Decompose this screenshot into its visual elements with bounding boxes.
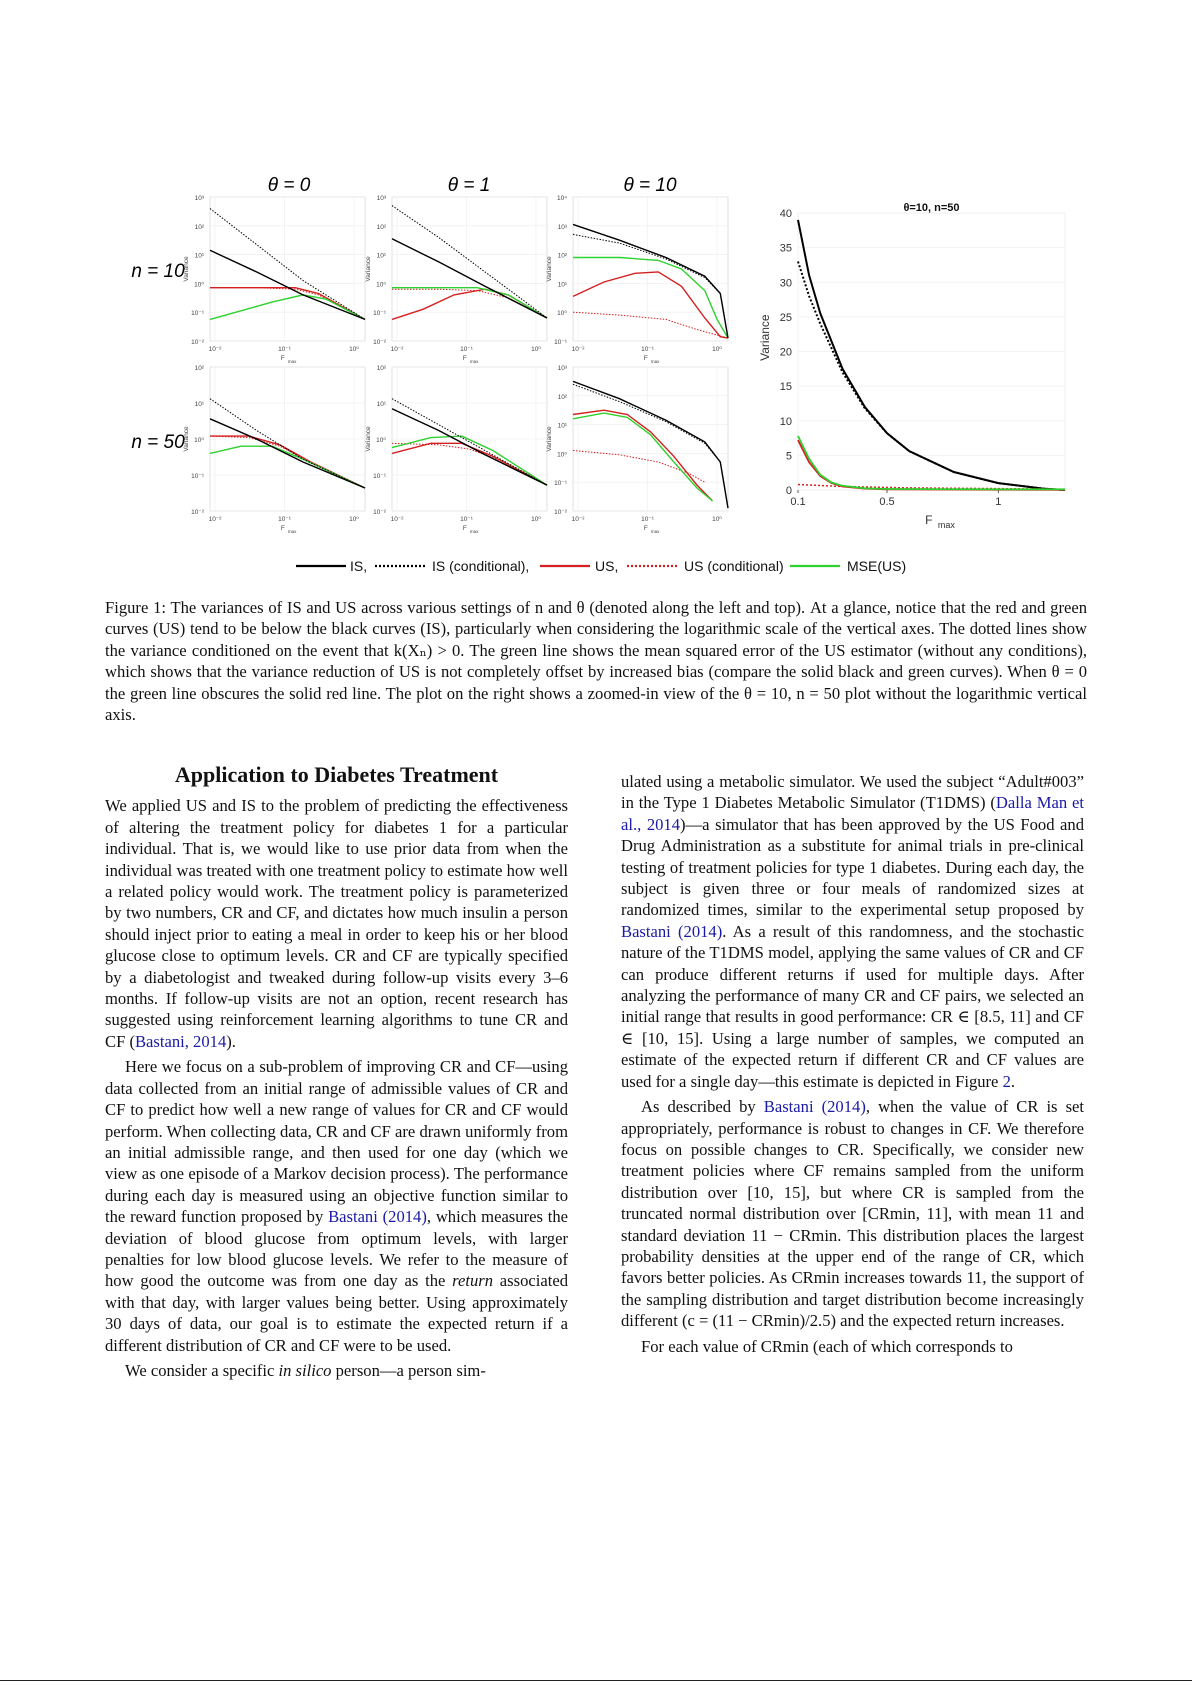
y-tick-label: 10³	[194, 195, 204, 202]
y-tick-label: 10⁰	[557, 451, 567, 459]
x-tick-label: 10⁰	[349, 346, 359, 353]
x-tick-label: 10⁻¹	[278, 346, 291, 353]
x-tick-label: 10⁰	[349, 516, 359, 523]
x-tick-label: 10⁻¹	[641, 516, 654, 523]
y-tick-label: 10⁴	[556, 195, 567, 202]
legend-label: US (conditional)	[684, 558, 784, 574]
x-tick-label: 10⁻²	[208, 516, 222, 523]
x-tick-label: 10⁻²	[208, 346, 222, 353]
y-tick-label: 10¹	[557, 422, 567, 430]
x-axis-label: F	[280, 525, 285, 532]
y-tick-label: 30	[779, 277, 792, 290]
x-tick-label: 0.5	[879, 496, 895, 508]
big-x-axis-label: F	[925, 513, 933, 527]
y-tick-label: 10⁻¹	[373, 473, 386, 480]
y-tick-label: 10⁻²	[373, 339, 386, 346]
x-axis-label-sub: max	[287, 529, 297, 534]
y-tick-label: 35	[779, 242, 792, 255]
column-header: θ = 1	[447, 175, 491, 196]
paragraph: We applied US and IS to the problem of predicting the effectiveness of altering the treatment policy for diabetes 1 for a particular individual. That is, we would like to use prior data from when the individual was treated with one treatment policy to estimate how well a related policy would work. The treatment policy is parameterized by two numbers, CR and CF, and dictates how much insulin a person should inject prior to eating a meal in order to keep his or her blood glucose close to optimum levels. CR and CF are typically specified by a diabetologist and tweaked during follow-up visits every 3–6 months. If follow-up visits are not an option, recent research has suggested using reinforcement learning algorithms to tune CR and CF (Bastani, 2014).	[105, 796, 568, 1051]
x-axis-label-sub: max	[469, 529, 479, 534]
y-tick-label: 10⁰	[194, 281, 204, 289]
y-tick-label: 10³	[376, 195, 386, 202]
y-tick-label: 10⁰	[557, 310, 567, 318]
small-plot-r1c2	[546, 365, 728, 534]
citation-link[interactable]: Bastani (2014)	[328, 1207, 427, 1227]
y-tick-label: 10¹	[376, 252, 386, 260]
x-axis-label: F	[643, 525, 648, 532]
legend-label: IS (conditional),	[432, 558, 530, 574]
x-axis-label: F	[643, 355, 648, 362]
x-tick-label: 10⁰	[712, 516, 722, 523]
y-tick-label: 10²	[194, 223, 204, 231]
y-tick-label: 0	[785, 485, 792, 497]
y-tick-label: 40	[779, 208, 792, 220]
y-axis-label: Variance	[365, 426, 372, 452]
legend-label: MSE(US)	[847, 558, 907, 574]
y-tick-label: 10⁻¹	[554, 480, 567, 488]
y-tick-label: 10⁻²	[191, 509, 204, 516]
x-tick-label: 10⁻¹	[278, 516, 291, 523]
y-tick-label: 10³	[557, 365, 567, 372]
paragraph: As described by Bastani (2014), when the value of CR is set appropriately, performance is robust to changes in CF. We therefore focus on possible changes to CR. Specifically, we consider new treatment policies where CF remains sampled from the uniform distribution over [10, 15], but where CR is sampled from the truncated normal distribution over [CRmin, 11], with mean 11 and standard deviation 11 − CRmin. This distribution places the largest probability densities at the upper end of the range of CR, which favors better policies. As CRmin increases towards 11, the support of the sampling distribution and target distribution become increasingly different (c = (11 − CRmin)/2.5) and the expected return increases.	[621, 1097, 1084, 1331]
plot-area	[392, 197, 547, 341]
y-tick-label: 10⁻²	[191, 339, 204, 346]
x-tick-label: 10⁰	[712, 346, 722, 353]
section-heading: Application to Diabetes Treatment	[174, 762, 499, 787]
small-plot-r1c1	[365, 365, 547, 534]
x-tick-label: 10⁻¹	[460, 516, 473, 523]
x-axis-label-sub: max	[650, 359, 660, 364]
big-chart-title: θ=10, n=50	[903, 202, 960, 214]
small-plot-r0c2	[546, 195, 728, 364]
x-axis-label-sub: max	[469, 359, 479, 364]
small-plot-r0c1	[365, 195, 547, 364]
figure-svg	[0, 0, 1192, 580]
figure-1	[0, 0, 1192, 580]
legend-label: US,	[595, 558, 619, 574]
y-tick-label: 10⁰	[376, 437, 386, 444]
x-axis-label-sub: max	[650, 529, 660, 534]
x-axis-label: F	[462, 355, 467, 362]
figure-caption	[105, 597, 1087, 725]
x-tick-label: 10⁻¹	[460, 346, 473, 353]
y-tick-label: 10²	[194, 365, 204, 372]
x-axis-label: F	[280, 355, 285, 362]
citation-link[interactable]: Dalla Man et al., 2014	[621, 793, 1085, 834]
y-axis-label: Variance	[546, 426, 553, 452]
y-tick-label: 10	[779, 415, 792, 428]
y-tick-label: 10⁻¹	[191, 473, 204, 480]
small-plot-r0c0	[183, 195, 365, 364]
y-tick-label: 10²	[376, 223, 386, 231]
y-axis-label: Variance	[546, 256, 553, 282]
y-tick-label: 15	[779, 381, 792, 394]
y-tick-label: 10⁰	[376, 281, 386, 289]
right-column	[621, 771, 1084, 1361]
caption-text: The variances of IS and US across various settings of n and θ (denoted along the left and top). At a glance, notice that the red and green curves (US) tend to be below the black curves (IS), particularly when considering the logarithmic scale of the vertical axes. The dotted lines show the variance conditioned on the event that k(Xₙ) > 0. The green line shows the mean squared error of the US estimator (without any conditions), which shows that the variance reduction of US is not completely offset by increased bias (compare the solid black and green curves). When θ = 0 the green line obscures the solid red line. The plot on the right shows a zoomed-in view of the θ = 10, n = 50 plot without the logarithmic vertical axis.	[105, 598, 1087, 725]
big-y-axis-label: Variance	[758, 314, 772, 361]
y-axis-label: Variance	[183, 426, 190, 452]
y-tick-label: 10¹	[557, 281, 567, 289]
citation-link[interactable]: Bastani, 2014	[134, 1031, 227, 1051]
x-axis-label-sub: max	[287, 359, 297, 364]
page-bottom-rule	[0, 1680, 1192, 1681]
y-tick-label: 25	[779, 311, 792, 324]
paragraph: For each value of CRmin (each of which corresponds to	[641, 1336, 1013, 1356]
row-header: n = 50	[131, 432, 185, 453]
x-tick-label: 10⁰	[531, 346, 541, 353]
left-column	[105, 764, 568, 1385]
y-tick-label: 10⁰	[194, 437, 204, 444]
y-tick-label: 10¹	[194, 401, 204, 408]
plot-area	[573, 367, 728, 511]
caption-label: Figure 1:	[105, 598, 166, 617]
y-tick-label: 5	[785, 450, 792, 463]
x-tick-label: 10⁻²	[571, 346, 585, 353]
citation-link[interactable]: Bastani (2014)	[621, 921, 723, 941]
y-tick-label: 20	[779, 346, 792, 359]
plot-area	[573, 197, 728, 341]
x-tick-label: 10⁰	[531, 516, 541, 523]
y-tick-label: 10¹	[376, 401, 386, 408]
figure-ref-link[interactable]: 2	[1002, 1071, 1011, 1091]
x-axis-label: F	[462, 525, 467, 532]
column-header: θ = 0	[267, 175, 311, 196]
big-x-axis-label-sub: max	[937, 520, 955, 530]
y-tick-label: 10²	[376, 365, 386, 372]
x-tick-label: 10⁻²	[571, 516, 585, 523]
x-tick-label: 1	[995, 496, 1002, 508]
small-plot-r1c0	[183, 365, 365, 534]
y-tick-label: 10²	[557, 252, 567, 260]
y-axis-label: Variance	[183, 256, 190, 282]
paragraph: We consider a specific in silico person—a person sim-	[125, 1360, 486, 1380]
y-tick-label: 10⁻²	[554, 509, 567, 516]
column-header: θ = 10	[623, 175, 677, 196]
x-tick-label: 10⁻²	[390, 516, 404, 523]
row-header: n = 10	[131, 261, 185, 282]
paragraph: ulated using a metabolic simulator. We used the subject “Adult#003” in the Type 1 Diabetes Metabolic Simulator (T1DMS) (Dalla Man et al., 2014)—a simulator that has been approved by the US Food and Drug Administration as a substitute for animal trials in pre-clinical testing of treatment policies for type 1 diabetes. During each day, the subject is given three or four meals of randomized sizes at randomized times, similar to the experimental setup proposed by Bastani (2014). As a result of this randomness, and the stochastic nature of the T1DMS model, applying the same values of CR and CF can produce different returns if used for multiple days. After analyzing the performance of many CR and CF pairs, we selected an initial range that results in good performance: CR ∈ [8.5, 11] and CF ∈ [10, 15]. Using a large number of samples, we computed an estimate of the expected return if different CR and CF values are used for a single day—this estimate is depicted in Figure 2.	[621, 772, 1085, 1091]
paragraph: Here we focus on a sub-problem of improving CR and CF—using data collected from an initial range of admissible values of CR and CF to predict how well a new range of values for CR and CF would perform. When collecting data, CR and CF are drawn uniformly from an initial admissible range, and then used for one day (which we view as one episode of a Markov decision process). The performance during each day is measured using an objective function similar to the reward function proposed by Bastani (2014), which measures the deviation of blood glucose from optimum levels, with larger penalties for low blood glucose levels. We refer to the measure of how good the outcome was from one day as the return associated with that day, with larger values being better. Using approximately 30 days of data, our goal is to estimate the expected return if a different distribution of CR and CF were to be used.	[105, 1057, 568, 1355]
y-tick-label: 10¹	[194, 252, 204, 260]
y-axis-label: Variance	[365, 256, 372, 282]
x-tick-label: 10⁻²	[390, 346, 404, 353]
y-tick-label: 10⁻²	[373, 509, 386, 516]
x-tick-label: 10⁻¹	[641, 346, 654, 353]
citation-link[interactable]: Bastani (2014)	[763, 1097, 866, 1117]
y-tick-label: 10³	[557, 223, 567, 231]
y-tick-label: 10²	[557, 393, 567, 401]
y-tick-label: 10⁻¹	[554, 339, 567, 346]
y-tick-label: 10⁻¹	[191, 310, 204, 318]
legend-label: IS,	[350, 558, 368, 574]
plot-area	[210, 197, 365, 341]
y-tick-label: 10⁻¹	[373, 310, 386, 318]
x-tick-label: 0.1	[790, 496, 806, 508]
